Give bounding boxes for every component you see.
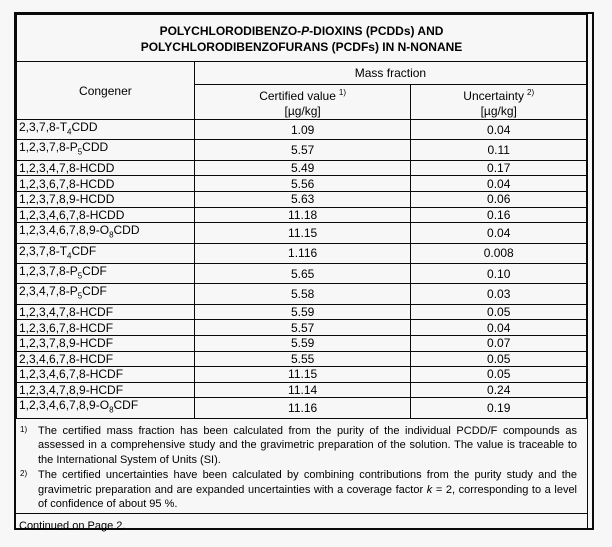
- congener-name: $1,2,3,4,6,7,8,9-O_8CDF$: [17, 398, 195, 418]
- congener-name: 1,2,3,6,7,8-HCDD: [17, 176, 195, 192]
- certified-value: 5.65: [194, 263, 411, 283]
- congener-name: $2,3,4,7,8-P_5CDF$: [17, 284, 195, 304]
- congener-name: 1,2,3,6,7,8-HCDF: [17, 320, 195, 336]
- table-row: [17, 398, 587, 418]
- uncertainty-value: 0.10: [411, 263, 587, 283]
- certified-value: 1.09: [194, 120, 411, 140]
- congener-name: $2,3,7,8-T_4CDF$: [17, 243, 195, 263]
- uncertainty-column-header: Uncertainty $^{2)}$ [µg/kg]: [411, 85, 587, 120]
- congener-column-header: Congener: [17, 62, 195, 120]
- footnote-ref-2: 2): [527, 88, 535, 97]
- uncertainty-value: 0.008: [411, 243, 587, 263]
- uncertainty-unit: [µg/kg]: [480, 104, 517, 118]
- table-row: [17, 140, 587, 160]
- uncertainty-value: 0.16: [411, 207, 587, 223]
- certified-value: 11.16: [194, 398, 411, 418]
- certified-value: 11.14: [194, 382, 411, 398]
- table-title-line1: POLYCHLORODIBENZO-P-DIOXINS (PCDDs) AND: [159, 24, 444, 38]
- footnote-1-marker: 1): [20, 424, 28, 434]
- uncertainty-value: 0.24: [411, 382, 587, 398]
- certified-value: 5.59: [194, 335, 411, 351]
- certified-value: 11.15: [194, 367, 411, 383]
- uncertainty-value: 0.04: [411, 120, 587, 140]
- table-row: [17, 263, 587, 283]
- certified-value: 5.63: [194, 191, 411, 207]
- footnote-2-text: The certified uncertainties have been calculated by combining contributions from the purity study and the gravimetric preparation and are expanded uncertainties with a coverage factor k = 2, corresponding to a level of confidence of about 95 %.: [38, 469, 577, 511]
- uncertainty-value: 0.19: [411, 398, 587, 418]
- uncertainty-value: 0.11: [411, 140, 587, 160]
- uncertainty-value: 0.17: [411, 160, 587, 176]
- footnote-2-marker: 2): [20, 469, 28, 479]
- certified-value: 1.116: [194, 243, 411, 263]
- footnote-2: [16, 468, 587, 512]
- table-title: [17, 15, 587, 62]
- certified-value: 5.57: [194, 140, 411, 160]
- congener-name: 1,2,3,4,7,8,9-HCDF: [17, 382, 195, 398]
- certified-value: 5.49: [194, 160, 411, 176]
- table-row: [17, 207, 587, 223]
- footnotes-section: [16, 419, 587, 513]
- table-title-line2: POLYCHLORODIBENZOFURANS (PCDFs) IN N-NONANE: [140, 40, 463, 54]
- uncertainty-value: 0.05: [411, 304, 587, 320]
- uncertainty-value: 0.07: [411, 335, 587, 351]
- certified-value: 5.57: [194, 320, 411, 336]
- congener-name: 1,2,3,7,8,9-HCDF: [17, 335, 195, 351]
- table-row: [17, 120, 587, 140]
- footnote-1: [16, 424, 587, 468]
- table-row: [17, 191, 587, 207]
- footnote-1-text: The certified mass fraction has been calculated from the purity of the individual PCDD/F compounds as assessed in a comprehensive study and the gravimetric preparation of the solution. The value is traceable to the International System of Units (SI).: [38, 424, 577, 466]
- certified-value: 5.55: [194, 351, 411, 367]
- certified-value-column-header: Certified value $^{1)}$ [µg/kg]: [194, 85, 411, 120]
- certified-value: 11.15: [194, 223, 411, 243]
- table-row: [17, 367, 587, 383]
- table-row: [17, 320, 587, 336]
- certificate-table: [16, 14, 587, 419]
- table-row: [17, 160, 587, 176]
- table-row: [17, 176, 587, 192]
- table-row: [17, 223, 587, 243]
- uncertainty-value: 0.05: [411, 367, 587, 383]
- certificate-table-frame: [14, 12, 594, 530]
- congener-rows: [17, 120, 587, 419]
- congener-name: 1,2,3,4,7,8-HCDF: [17, 304, 195, 320]
- header-row-1: [17, 62, 587, 85]
- uncertainty-value: 0.03: [411, 284, 587, 304]
- uncertainty-value: 0.05: [411, 351, 587, 367]
- congener-name: 1,2,3,4,7,8-HCDD: [17, 160, 195, 176]
- congener-name: $1,2,3,7,8-P_5CDD$: [17, 140, 195, 160]
- table-row: [17, 243, 587, 263]
- uncertainty-value: 0.04: [411, 176, 587, 192]
- congener-name: $1,2,3,4,6,7,8,9-O_8CDD$: [17, 223, 195, 243]
- certificate-table-inner: [16, 14, 588, 532]
- footnote-ref-1: 1): [338, 88, 347, 97]
- table-row: [17, 335, 587, 351]
- congener-name: 2,3,4,6,7,8-HCDF: [17, 351, 195, 367]
- table-row: [17, 382, 587, 398]
- certified-value: 5.58: [194, 284, 411, 304]
- congener-name: 1,2,3,4,6,7,8-HCDF: [17, 367, 195, 383]
- title-row: [17, 15, 587, 62]
- congener-name: $1,2,3,7,8-P_5CDF$: [17, 263, 195, 283]
- table-row: [17, 284, 587, 304]
- certified-value: 5.56: [194, 176, 411, 192]
- congener-name: 1,2,3,4,6,7,8-HCDD: [17, 207, 195, 223]
- certified-value-unit: [µg/kg]: [284, 104, 321, 118]
- uncertainty-value: 0.06: [411, 191, 587, 207]
- uncertainty-value: 0.04: [411, 320, 587, 336]
- congener-name: 1,2,3,7,8,9-HCDD: [17, 191, 195, 207]
- table-row: [17, 304, 587, 320]
- uncertainty-value: 0.04: [411, 223, 587, 243]
- table-row: [17, 351, 587, 367]
- mass-fraction-header: Mass fraction: [194, 62, 586, 85]
- congener-name: $2,3,7,8-T_4CDD$: [17, 120, 195, 140]
- continued-note: Continued on Page 2.: [16, 513, 587, 539]
- certified-value: 5.59: [194, 304, 411, 320]
- certified-value: 11.18: [194, 207, 411, 223]
